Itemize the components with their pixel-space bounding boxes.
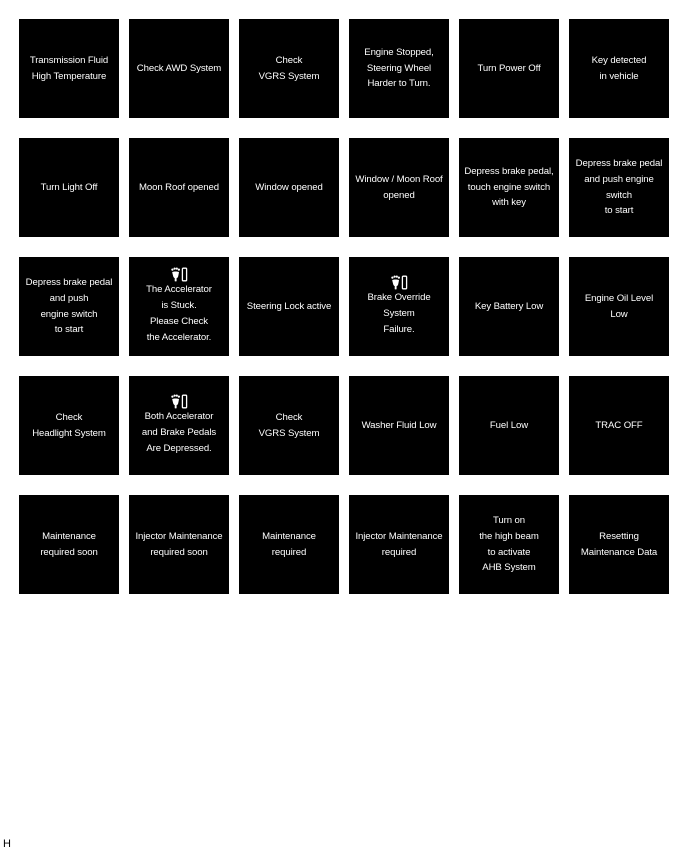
message-tile	[569, 138, 669, 237]
message-text: Fuel Low	[489, 419, 529, 431]
message-tile	[129, 19, 229, 118]
message-tile	[459, 495, 559, 594]
message-tile	[349, 495, 449, 594]
message-tile	[459, 376, 559, 475]
message-text: Injector Maintenance required	[355, 530, 443, 558]
message-tile	[569, 19, 669, 118]
message-text: Turn on the high beam to activate AHB System	[479, 514, 539, 574]
message-text: Key detected in vehicle	[591, 54, 647, 82]
message-text: Turn Light Off	[40, 181, 98, 193]
message-tile	[19, 495, 119, 594]
message-text: Window / Moon Roof opened	[355, 173, 443, 201]
message-tile	[19, 19, 119, 118]
message-tile	[569, 495, 669, 594]
message-tile	[19, 376, 119, 475]
message-text: Check Headlight System	[32, 411, 106, 439]
message-text: Check VGRS System	[258, 411, 320, 439]
message-tile	[349, 376, 449, 475]
pedal-icon	[390, 275, 408, 290]
message-tile	[129, 495, 229, 594]
message-tile	[19, 257, 119, 356]
message-text: Moon Roof opened	[138, 181, 219, 193]
message-text: Maintenance required	[262, 530, 316, 558]
message-text: Resetting Maintenance Data	[580, 530, 658, 558]
figure-code: H	[3, 838, 11, 850]
message-text: Key Battery Low	[474, 300, 544, 312]
message-text: Check AWD System	[136, 62, 222, 74]
message-tile	[129, 257, 229, 356]
message-text: Check VGRS System	[258, 54, 320, 82]
message-tile	[239, 257, 339, 356]
message-text: Steering Lock active	[246, 300, 332, 312]
message-tile	[569, 257, 669, 356]
message-text: Window opened	[255, 181, 323, 193]
message-tile	[239, 376, 339, 475]
message-tile	[459, 19, 559, 118]
message-text: Brake Override System Failure.	[367, 292, 431, 335]
message-tile	[349, 19, 449, 118]
message-text: Maintenance required soon	[40, 530, 98, 558]
message-tile	[459, 138, 559, 237]
message-text: Injector Maintenance required soon	[135, 530, 223, 558]
message-text: Washer Fluid Low	[361, 419, 437, 431]
message-tile	[19, 138, 119, 237]
message-tile	[239, 19, 339, 118]
message-text: Depress brake pedal and push engine switch to start	[25, 276, 113, 336]
message-text: Both Accelerator and Brake Pedals Are Depressed.	[141, 411, 217, 454]
message-tile	[129, 138, 229, 237]
message-text: Depress brake pedal and push engine switch to start	[575, 157, 663, 217]
message-tile	[569, 376, 669, 475]
message-text: Transmission Fluid High Temperature	[29, 54, 109, 82]
message-text: Engine Stopped, Steering Wheel Harder to Turn.	[364, 46, 434, 90]
message-tile	[239, 138, 339, 237]
message-text: The Accelerator is Stuck. Please Check the Accelerator.	[146, 284, 212, 343]
pedal-icon	[170, 394, 188, 409]
message-tile-grid	[19, 19, 669, 594]
message-text: Turn Power Off	[477, 62, 541, 74]
message-tile	[239, 495, 339, 594]
message-tile	[349, 138, 449, 237]
message-text: Engine Oil Level Low	[584, 292, 654, 320]
message-tile	[349, 257, 449, 356]
pedal-icon	[170, 267, 188, 282]
message-text: Depress brake pedal, touch engine switch with key	[464, 165, 554, 209]
message-tile	[459, 257, 559, 356]
message-text: TRAC OFF	[595, 419, 643, 431]
message-tile	[129, 376, 229, 475]
